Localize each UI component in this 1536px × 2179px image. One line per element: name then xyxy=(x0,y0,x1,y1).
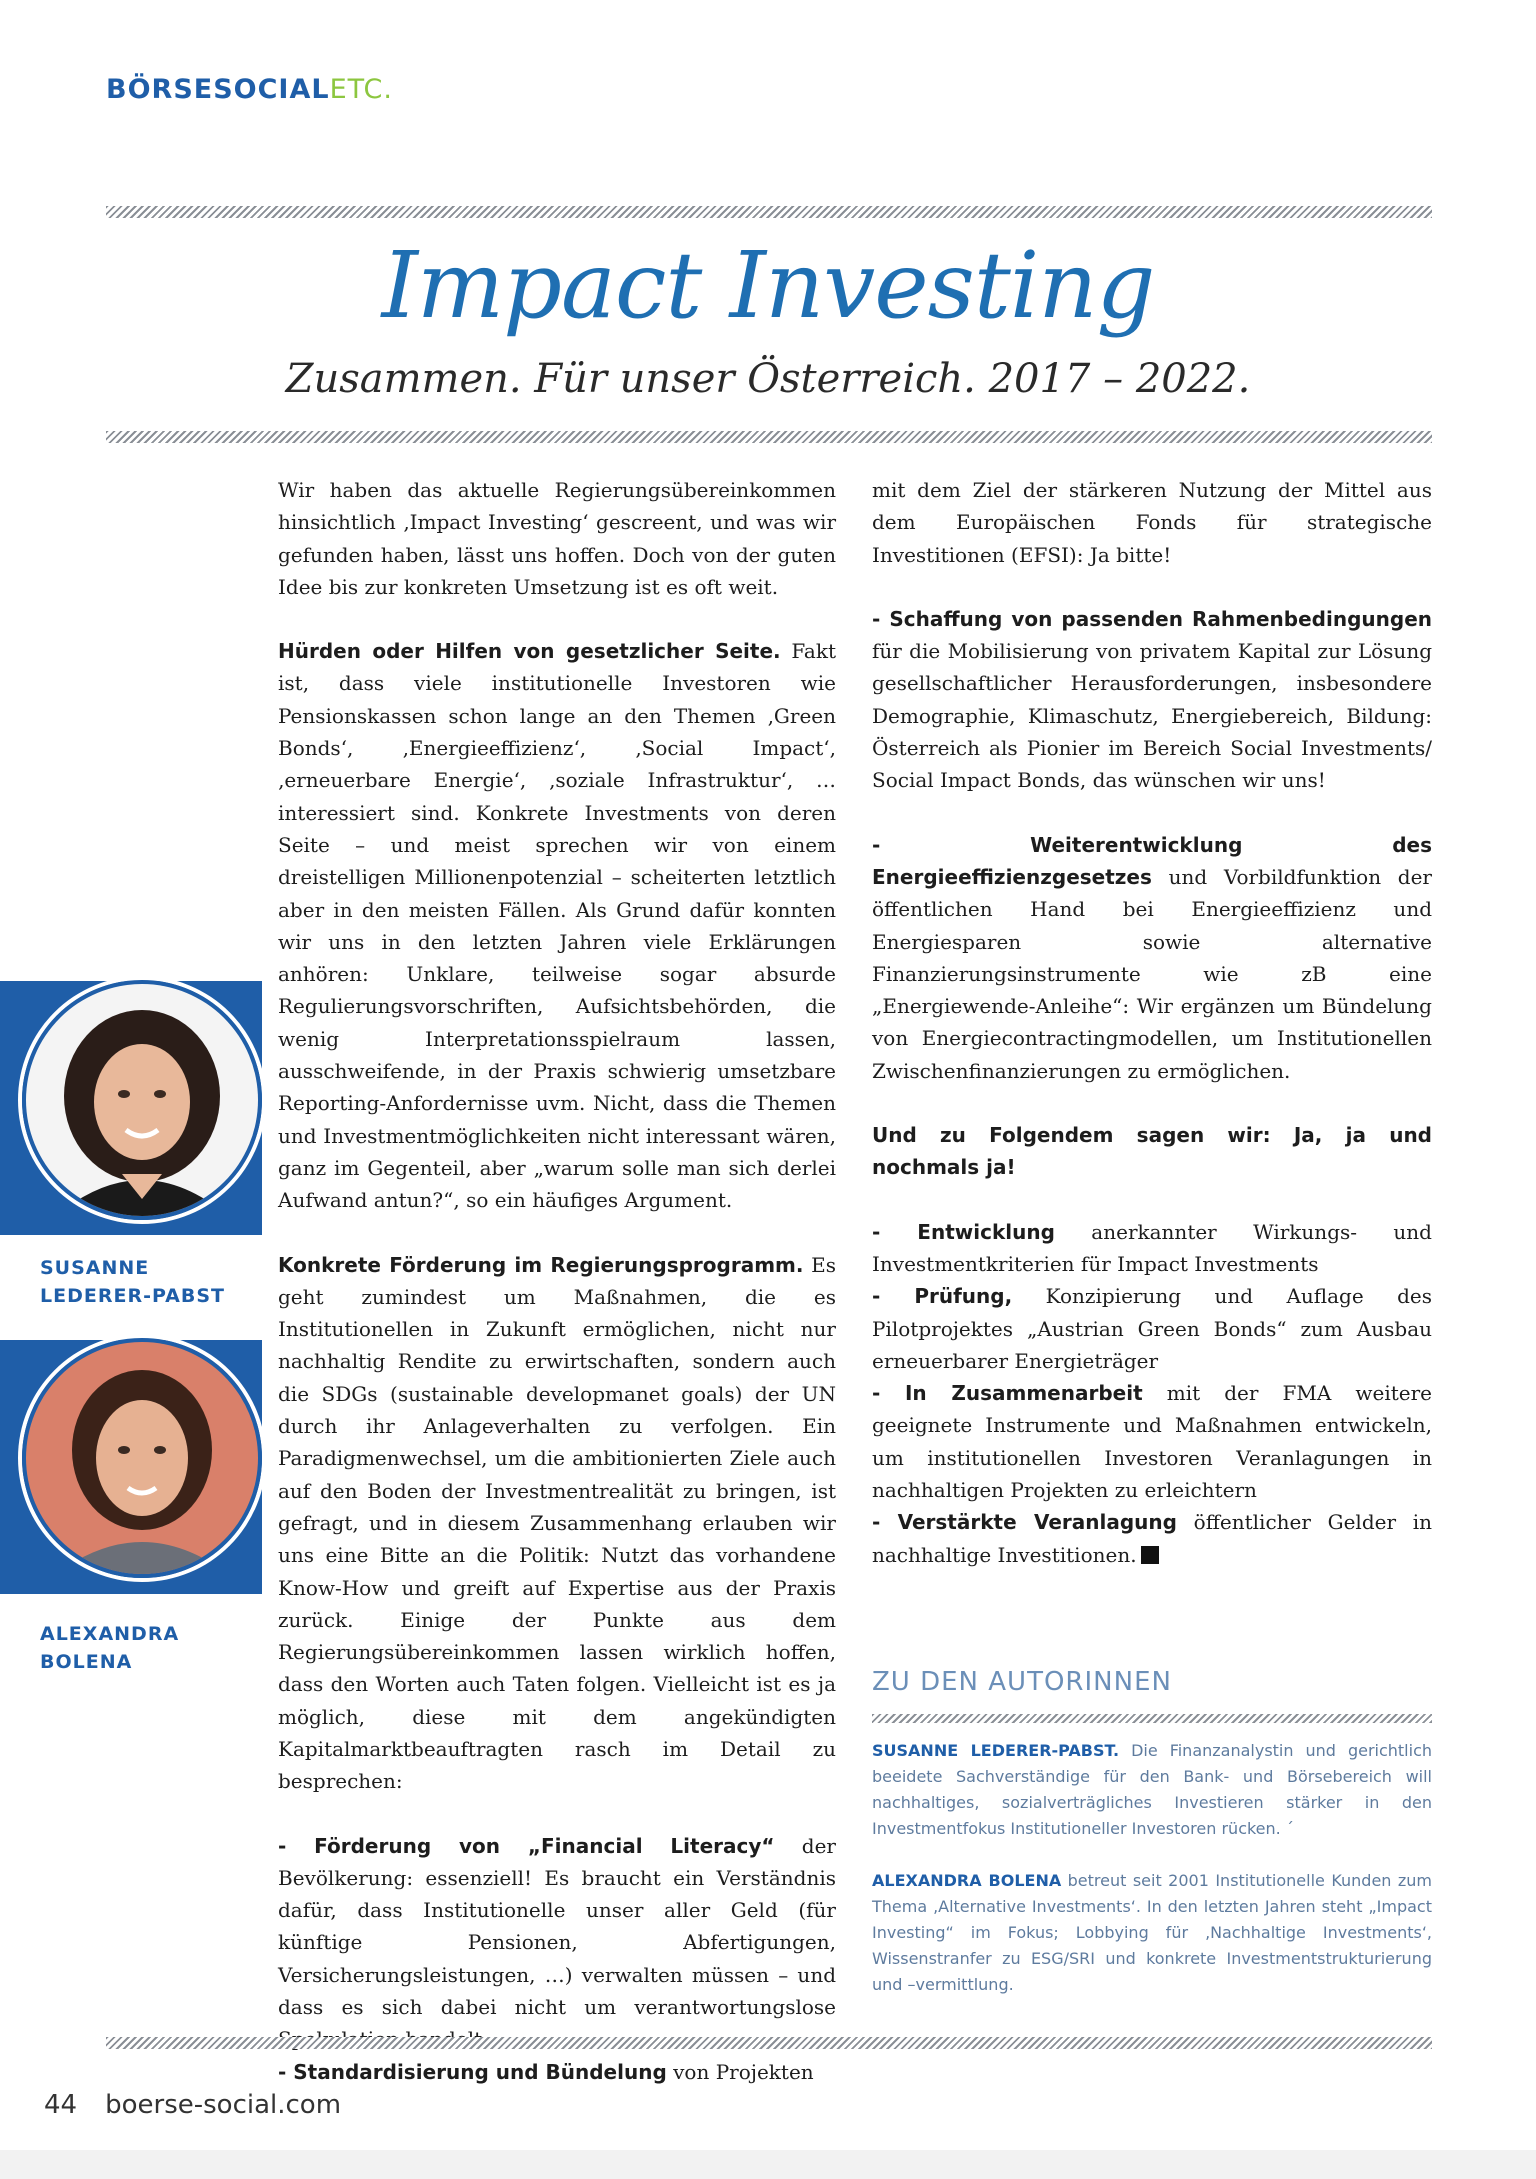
author2-caption xyxy=(40,1620,179,1676)
section-heading-yes xyxy=(872,1119,1432,1184)
paragraph-huerden xyxy=(278,635,836,1216)
list-item-text: für die Mobilisierung von privatem Kapital zur Lösung gesellschaftlicher Herausforderungen, insbesondere Demographie, Klimaschutz, Energiebereich, Bildung: Österreich als Pionier im Bereich Social Investments/ Social Impact Bonds, das wünschen wir uns! xyxy=(872,639,1432,793)
author2-first-name: ALEXANDRA xyxy=(40,1623,180,1645)
article-column-1 xyxy=(278,474,836,2088)
list-item xyxy=(872,1216,1432,1281)
article-column-2 xyxy=(872,474,1432,1571)
list-item xyxy=(872,603,1432,797)
author1-first-name: SUSANNE xyxy=(40,1257,150,1279)
intro-paragraph: Wir haben das aktuelle Regierungsübereinkommen hinsichtlich ‚Impact Investing‘ gescreent, und was wir gefunden haben, lässt uns hoffen. Doch von der guten Idee bis zur konkreten Umsetzung ist es oft weit. xyxy=(278,478,836,599)
list-item-heading: - Entwicklung xyxy=(872,1219,1055,1244)
list-item xyxy=(872,1280,1432,1377)
list-item xyxy=(278,2056,836,2088)
list-item-heading: - In Zusammenarbeit xyxy=(872,1381,1143,1406)
list-item-text: anerkannter Wirkungs- und Investmentkriterien für Impact Investments xyxy=(872,1219,1432,1276)
list-item-text: der Bevölkerung: essenziell! Es braucht ein Verständnis dafür, dass Institutionelle unser aller Geld (für künftige Pensionen, Abfertigungen, Versicherungsleistungen, …) verwalten müssen – und dass es sich dabei nicht um verantwortungslose xyxy=(278,1833,836,2020)
author1-caption xyxy=(40,1254,225,1310)
paragraph-text: Es geht zumindest um Maßnahmen, die es Institutionellen in Zukunft ermöglichen, nicht nur nachhaltig Rendite zu erwirtschaften, sondern auch die SDGs (sustainable developmanet goals) der UN durch ihr Anlageverhalten zu verfolgen. Ein Paradigmenwechsel, um die ambitionierten Ziele auch auf den Boden der Investmentrealität zu bringen, ist gefragt, und in diesem Zusammenhang erlauben wir uns eine Bitte an die Politik: Nutzt das vorhandene Know-How und greift auf Expertise aus der Praxis zurück. Einige der Punkte aus dem Regierungsübereinkommen lassen wirklich hoffen, dass den Worten auch Taten folgen. Vielleicht ist es ja möglich, diese mit dem angekündigten Kapitalmarktbeauftragten rasch im Detail zu besprechen: xyxy=(278,1252,836,1794)
list-item-heading: - Prüfung, xyxy=(872,1284,1013,1309)
list-item-text: und Vorbildfunktion der öffentlichen Hand bei Energieeffizienz und Energiesparen sowie alternative Finanzierungsinstrumente wie zB eine „Energiewende-Anleihe“: Wir ergänzen um Bündelung von Energiecontractingmodellen, um Institutionellen Zwischenfinanzierungen zu ermöglichen. xyxy=(872,864,1432,1083)
section-heading: Hürden oder Hilfen von gesetzlicher Seite. xyxy=(278,639,781,664)
subtitle-rule xyxy=(106,431,1432,443)
author-bio-text: Die Finanzanalystin und gerichtlich beeidete Sachverständige für den Bank- und Börsebereich will nachhaltiges, sozialverträgliches Investieren stärker in den Investmentfokus Institutioneller Investoren rücken. ´ xyxy=(872,1741,1433,1838)
section-heading: Konkrete Förderung im Regierungsprogramm. xyxy=(278,1252,804,1277)
page-title: Impact Investing xyxy=(381,232,1155,339)
list-item-heading: - Standardisierung und Bündelung xyxy=(278,2059,667,2084)
list-item-heading: - Schaffung von passenden Rahmenbedingungen xyxy=(872,606,1432,631)
footer-site: boerse-social.com xyxy=(105,2090,342,2120)
list-item xyxy=(872,829,1432,1087)
top-rule xyxy=(106,206,1432,218)
bottom-rule xyxy=(106,2037,1432,2049)
brand-name: BÖRSESOCIAL xyxy=(106,74,330,105)
paragraph-continued: mit dem Ziel der stärkeren Nutzung der Mittel aus dem Europäischen Fonds für strategische Investitionen (EFSI): Ja bitte! xyxy=(872,478,1432,567)
section-heading: Und zu Folgendem sagen wir: Ja, ja und nochmals ja! xyxy=(872,1123,1432,1180)
author2-last-name: BOLENA xyxy=(40,1651,133,1673)
author-bio-name: ALEXANDRA BOLENA xyxy=(872,1871,1062,1890)
list-item-text: von Projekten xyxy=(666,2059,814,2084)
end-mark-icon xyxy=(1141,1546,1159,1564)
authors-rule xyxy=(872,1714,1432,1723)
page-number: 44 xyxy=(44,2090,78,2120)
author-bio-2 xyxy=(872,1868,1432,1998)
list-item-text: öffentlicher Gelder in nachhaltige Investitionen. xyxy=(872,1510,1432,1567)
list-item xyxy=(872,1377,1432,1506)
list-item-heading: - Weiterentwicklung des Energieeffizienzgesetzes xyxy=(872,832,1432,889)
author-bio-text: betreut seit 2001 Institutionelle Kunden zum Thema ‚Alternative Investments‘. In den letzten Jahren steht „Impact Investing“ im Fokus; Lobbying für ‚Nachhaltige Investments‘, Wissenstranfer zu ESG/SRI und konkrete Investmentstrukturierung und –vermittlung. xyxy=(872,1871,1432,1994)
list-item-heading: - Verstärkte Veranlagung xyxy=(872,1510,1177,1535)
author1-photo xyxy=(22,980,262,1220)
list-item-heading: - Förderung von „Financial Literacy“ xyxy=(278,1833,775,1858)
brand-suffix: ETC. xyxy=(329,74,393,105)
author2-photo xyxy=(22,1338,262,1578)
author-bio-name: SUSANNE LEDERER-PABST. xyxy=(872,1741,1120,1760)
page-footer xyxy=(44,2090,369,2120)
author1-last-name: LEDERER-PABST xyxy=(40,1285,225,1307)
page-subtitle: Zusammen. Für unser Österreich. 2017 – 2022. xyxy=(285,356,1251,402)
list-item xyxy=(278,1830,836,2056)
author1-portrait-icon xyxy=(26,984,258,1216)
brand-logo xyxy=(106,74,393,105)
author-bio-1 xyxy=(872,1738,1432,1842)
paragraph-text: Fakt ist, dass viele institutionelle Investoren wie Pensionskassen schon lange an den Themen ‚Green Bonds‘, ‚Energieeffizienz‘, ‚Social Impact‘, ‚erneuerbare Energie‘, ‚soziale Infrastruktur‘, … interessiert sind. Konkrete Investments von deren Seite – und meist sprechen wir von einem dreistelligen Millionenpotenzial – scheiterten letztlich aber in den meisten Fällen. Als Grund dafür konnten wir uns in den letzten Jahren viele Erklärungen anhören: Unklare, teilweise sogar absurde Regulierungsvorschriften, Aufsichtsbehörden, die wenig Interpretationsspielraum lassen, ausschweifende, in der Praxis schwierig umsetzbare Reporting-Anfordernisse uvm. Nicht, dass die Themen und Investmentmöglichkeiten nicht interessant wären, ganz im Gegenteil, aber „warum solle man sich derlei Aufwand antun?“, so ein häufiges Argument. xyxy=(278,639,836,1213)
footer-band xyxy=(0,2150,1536,2179)
authors-heading: ZU DEN AUTORINNEN xyxy=(872,1667,1172,1697)
list-item xyxy=(872,1506,1432,1571)
list-item-text: mit der FMA weitere geeignete Instrumente und Maßnahmen entwickeln, um institutionellen Investoren Veranlagungen in nachhaltigen Projekten zu erleichtern xyxy=(872,1381,1432,1503)
author2-portrait-icon xyxy=(26,1342,258,1574)
paragraph-foerderung xyxy=(278,1249,836,1798)
list-item-text: Konzipierung und Auflage des Pilotprojektes „Austrian Green Bonds“ zum Ausbau erneuerbarer Energieträger xyxy=(872,1284,1432,1373)
